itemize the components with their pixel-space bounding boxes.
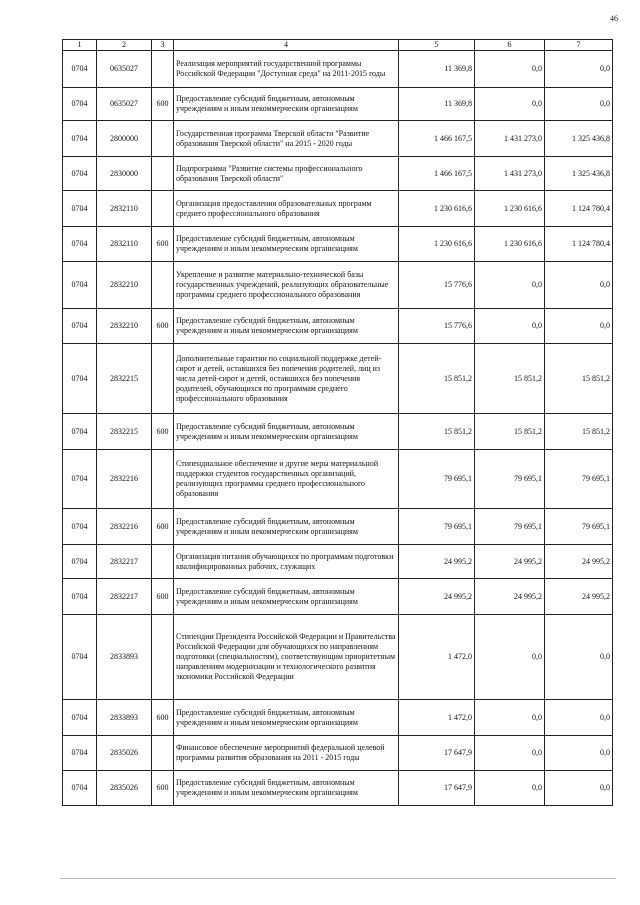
amount-2-cell: 0,0: [475, 736, 545, 771]
amount-1-cell: 1 466 167,5: [399, 121, 475, 157]
expense-name-cell: Предоставление субсидий бюджетным, автономным учреждениям и иным некоммерческим организациям: [174, 700, 399, 736]
expense-name-cell: Организация питания обучающихся по программам подготовки квалифицированных рабочих, служащих: [174, 545, 399, 579]
target-code-cell: 2832216: [97, 450, 152, 509]
amount-3-cell: 0,0: [545, 736, 613, 771]
table-row: [63, 545, 613, 579]
section-code-cell: 0704: [63, 344, 97, 414]
expense-type-cell: 600: [152, 771, 174, 806]
amount-2-cell: 15 851,2: [475, 344, 545, 414]
target-code-cell: 2832210: [97, 262, 152, 309]
amount-2-cell: 24 995,2: [475, 545, 545, 579]
amount-2-cell: 0,0: [475, 771, 545, 806]
table-row: [63, 736, 613, 771]
section-code-cell: 0704: [63, 700, 97, 736]
section-code-cell: 0704: [63, 88, 97, 121]
table-row: [63, 450, 613, 509]
amount-1-cell: 1 230 616,6: [399, 191, 475, 227]
table-row: [63, 579, 613, 615]
column-number-header: [63, 40, 613, 51]
expense-type-cell: [152, 121, 174, 157]
column-header-amount-1: 5: [399, 40, 475, 51]
table-row: [63, 191, 613, 227]
expense-name-cell: Организация предоставления образовательных программ среднего профессионального образования: [174, 191, 399, 227]
expense-name-cell: Реализация мероприятий государственной программы Российской Федерации "Доступная среда" на 2011-2015 годы: [174, 51, 399, 88]
amount-3-cell: 1 325 436,8: [545, 121, 613, 157]
column-header-expense-type: 3: [152, 40, 174, 51]
amount-1-cell: 24 995,2: [399, 579, 475, 615]
expense-name-cell: Предоставление субсидий бюджетным, автономным учреждениям и иным некоммерческим организациям: [174, 227, 399, 262]
page-number: 46: [610, 14, 618, 23]
expense-type-cell: 600: [152, 227, 174, 262]
table-row: [63, 227, 613, 262]
amount-3-cell: 24 995,2: [545, 545, 613, 579]
amount-1-cell: 1 472,0: [399, 700, 475, 736]
expense-type-cell: [152, 51, 174, 88]
section-code-cell: 0704: [63, 309, 97, 344]
expense-name-cell: Предоставление субсидий бюджетным, автономным учреждениям и иным некоммерческим организациям: [174, 579, 399, 615]
amount-1-cell: 1 472,0: [399, 615, 475, 700]
amount-2-cell: 0,0: [475, 88, 545, 121]
amount-2-cell: 0,0: [475, 262, 545, 309]
expense-name-cell: Дополнительные гарантии по социальной поддержке детей-сирот и детей, оставшихся без попечения родителей, лиц из числа детей-сирот и детей, оставшихся без попечения родителей, обучающихся по программам среднего профессионального образования: [174, 344, 399, 414]
amount-2-cell: 15 851,2: [475, 414, 545, 450]
table-row: [63, 700, 613, 736]
target-code-cell: 2832110: [97, 227, 152, 262]
amount-1-cell: 17 647,9: [399, 736, 475, 771]
target-code-cell: 2832216: [97, 509, 152, 545]
section-code-cell: 0704: [63, 771, 97, 806]
table-row: [63, 51, 613, 88]
amount-3-cell: 0,0: [545, 88, 613, 121]
amount-3-cell: 0,0: [545, 309, 613, 344]
amount-3-cell: 1 325 436,8: [545, 157, 613, 191]
section-code-cell: 0704: [63, 450, 97, 509]
expense-name-cell: Стипендиальное обеспечение и другие меры материальной поддержки студентов государственных организаций, реализующих программы среднего профессионального образования: [174, 450, 399, 509]
expense-type-cell: [152, 157, 174, 191]
target-code-cell: 2833893: [97, 615, 152, 700]
section-code-cell: 0704: [63, 615, 97, 700]
amount-3-cell: 24 995,2: [545, 579, 613, 615]
expense-type-cell: 600: [152, 309, 174, 344]
column-header-target-code: 2: [97, 40, 152, 51]
amount-3-cell: 79 695,1: [545, 509, 613, 545]
expense-type-cell: 600: [152, 700, 174, 736]
amount-2-cell: 79 695,1: [475, 509, 545, 545]
amount-2-cell: 1 230 616,6: [475, 191, 545, 227]
expense-type-cell: [152, 615, 174, 700]
amount-3-cell: 79 695,1: [545, 450, 613, 509]
column-header-amount-2: 6: [475, 40, 545, 51]
section-code-cell: 0704: [63, 121, 97, 157]
target-code-cell: 2833893: [97, 700, 152, 736]
table-row: [63, 157, 613, 191]
target-code-cell: 2832215: [97, 414, 152, 450]
table-row: [63, 262, 613, 309]
amount-3-cell: 0,0: [545, 51, 613, 88]
expense-type-cell: [152, 191, 174, 227]
target-code-cell: 2832210: [97, 309, 152, 344]
amount-2-cell: 0,0: [475, 309, 545, 344]
target-code-cell: 2835026: [97, 736, 152, 771]
target-code-cell: 2832215: [97, 344, 152, 414]
target-code-cell: 0635027: [97, 51, 152, 88]
amount-1-cell: 17 647,9: [399, 771, 475, 806]
target-code-cell: 2832110: [97, 191, 152, 227]
target-code-cell: 2832217: [97, 545, 152, 579]
expense-type-cell: 600: [152, 414, 174, 450]
expense-name-cell: Предоставление субсидий бюджетным, автономным учреждениям и иным некоммерческим организациям: [174, 88, 399, 121]
table-row: [63, 121, 613, 157]
expense-type-cell: 600: [152, 88, 174, 121]
page-bottom-rule: [60, 878, 616, 879]
amount-1-cell: 15 776,6: [399, 262, 475, 309]
section-code-cell: 0704: [63, 509, 97, 545]
amount-1-cell: 79 695,1: [399, 450, 475, 509]
expense-name-cell: Предоставление субсидий бюджетным, автономным учреждениям и иным некоммерческим организациям: [174, 309, 399, 344]
column-header-section-code: 1: [63, 40, 97, 51]
section-code-cell: 0704: [63, 414, 97, 450]
amount-3-cell: 0,0: [545, 262, 613, 309]
expense-name-cell: Государственная программа Тверской области "Развитие образования Тверской области" на 2015 - 2020 годы: [174, 121, 399, 157]
expense-type-cell: 600: [152, 509, 174, 545]
section-code-cell: 0704: [63, 579, 97, 615]
amount-1-cell: 15 851,2: [399, 414, 475, 450]
expense-type-cell: [152, 262, 174, 309]
amount-2-cell: 0,0: [475, 700, 545, 736]
expense-type-cell: [152, 344, 174, 414]
expense-type-cell: [152, 545, 174, 579]
amount-1-cell: 1 230 616,6: [399, 227, 475, 262]
column-header-amount-3: 7: [545, 40, 613, 51]
amount-1-cell: 24 995,2: [399, 545, 475, 579]
section-code-cell: 0704: [63, 51, 97, 88]
target-code-cell: 2832217: [97, 579, 152, 615]
table-row: [63, 88, 613, 121]
amount-1-cell: 15 776,6: [399, 309, 475, 344]
section-code-cell: 0704: [63, 736, 97, 771]
target-code-cell: 2830000: [97, 157, 152, 191]
amount-1-cell: 15 851,2: [399, 344, 475, 414]
amount-3-cell: 0,0: [545, 700, 613, 736]
expense-name-cell: Предоставление субсидий бюджетным, автономным учреждениям и иным некоммерческим организациям: [174, 771, 399, 806]
expense-name-cell: Финансовое обеспечение мероприятий федеральной целевой программы развития образования на 2011 - 2015 годы: [174, 736, 399, 771]
amount-1-cell: 11 369,8: [399, 88, 475, 121]
expense-type-cell: [152, 736, 174, 771]
section-code-cell: 0704: [63, 262, 97, 309]
table-row: [63, 509, 613, 545]
table-body: [63, 51, 613, 806]
amount-2-cell: 1 431 273,0: [475, 157, 545, 191]
section-code-cell: 0704: [63, 545, 97, 579]
amount-3-cell: 0,0: [545, 771, 613, 806]
target-code-cell: 2835026: [97, 771, 152, 806]
table-row: [63, 414, 613, 450]
amount-3-cell: 15 851,2: [545, 344, 613, 414]
amount-3-cell: 1 124 780,4: [545, 191, 613, 227]
target-code-cell: 2800000: [97, 121, 152, 157]
amount-1-cell: 11 369,8: [399, 51, 475, 88]
amount-2-cell: 0,0: [475, 51, 545, 88]
amount-2-cell: 1 230 616,6: [475, 227, 545, 262]
budget-table: [62, 39, 613, 806]
amount-1-cell: 1 466 167,5: [399, 157, 475, 191]
expense-name-cell: Стипендии Президента Российской Федерации и Правительства Российской Федерации для обучающихся по направлениям подготовки (специальностям), соответствующим приоритетным направлениям модернизации и технологического развития экономики Российской Федерации: [174, 615, 399, 700]
amount-2-cell: 0,0: [475, 615, 545, 700]
expense-type-cell: 600: [152, 579, 174, 615]
expense-type-cell: [152, 450, 174, 509]
target-code-cell: 0635027: [97, 88, 152, 121]
amount-1-cell: 79 695,1: [399, 509, 475, 545]
expense-name-cell: Подпрограмма "Развитие системы профессионального образования Тверской области": [174, 157, 399, 191]
expense-name-cell: Укрепление и развитие материально-технической базы государственных учреждений, реализующих образовательные программы среднего профессионального образования: [174, 262, 399, 309]
section-code-cell: 0704: [63, 191, 97, 227]
section-code-cell: 0704: [63, 227, 97, 262]
column-header-name: 4: [174, 40, 399, 51]
amount-2-cell: 1 431 273,0: [475, 121, 545, 157]
amount-2-cell: 24 995,2: [475, 579, 545, 615]
amount-3-cell: 15 851,2: [545, 414, 613, 450]
expense-name-cell: Предоставление субсидий бюджетным, автономным учреждениям и иным некоммерческим организациям: [174, 414, 399, 450]
expense-name-cell: Предоставление субсидий бюджетным, автономным учреждениям и иным некоммерческим организациям: [174, 509, 399, 545]
amount-3-cell: 1 124 780,4: [545, 227, 613, 262]
table-row: [63, 309, 613, 344]
amount-3-cell: 0,0: [545, 615, 613, 700]
table-row: [63, 344, 613, 414]
section-code-cell: 0704: [63, 157, 97, 191]
amount-2-cell: 79 695,1: [475, 450, 545, 509]
table-row: [63, 615, 613, 700]
table-row: [63, 771, 613, 806]
